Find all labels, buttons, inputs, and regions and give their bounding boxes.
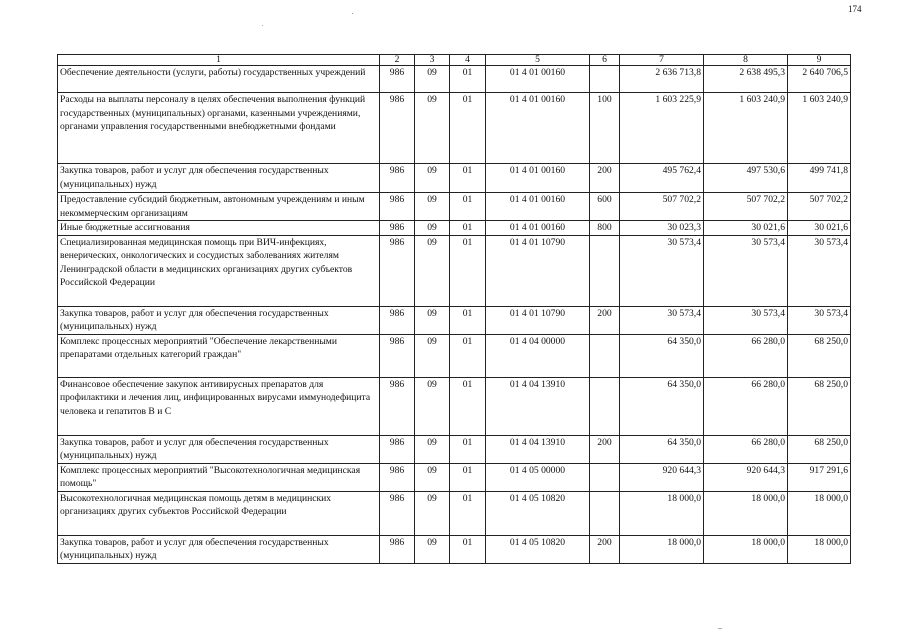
amount-col9: 1 603 240,9: [788, 93, 851, 164]
table-row: [58, 535, 851, 563]
expense-type: 100: [590, 93, 620, 164]
subsection-code: 01: [450, 491, 486, 535]
amount-col7: 920 644,3: [620, 463, 704, 491]
amount-col9: 68 250,0: [788, 435, 851, 463]
subsection-code: 01: [450, 377, 486, 435]
target-article: 01 4 04 13910: [486, 435, 590, 463]
target-article: 01 4 04 00000: [486, 334, 590, 377]
subsection-code: 01: [450, 193, 486, 221]
table-row: [58, 164, 851, 193]
ministry-code: 986: [380, 66, 415, 93]
expense-name: Специализированная медицинская помощь при ВИЧ-инфекциях, венерических, онкологических и сосудистых заболеваниях жителям Ленинградской области в медицинских организациях других субъектов Российской Федерации: [58, 235, 380, 306]
section-code: 09: [415, 334, 450, 377]
subsection-code: 01: [450, 164, 486, 193]
amount-col8: 18 000,0: [704, 535, 788, 563]
section-code: 09: [415, 377, 450, 435]
expense-name: Обеспечение деятельности (услуги, работы) государственных учреждений: [58, 66, 380, 93]
amount-col8: 2 638 495,3: [704, 66, 788, 93]
scan-speck: [718, 628, 722, 629]
amount-col9: 68 250,0: [788, 334, 851, 377]
expense-type: [590, 377, 620, 435]
ministry-code: 986: [380, 377, 415, 435]
amount-col7: 30 023,3: [620, 221, 704, 236]
target-article: 01 4 04 13910: [486, 377, 590, 435]
header-cell: 9: [788, 55, 851, 66]
expense-type: [590, 463, 620, 491]
expense-type: [590, 235, 620, 306]
subsection-code: 01: [450, 66, 486, 93]
expense-type: 200: [590, 535, 620, 563]
header-cell: 7: [620, 55, 704, 66]
expense-name: Закупка товаров, работ и услуг для обеспечения государственных (муниципальных) нужд: [58, 535, 380, 563]
expense-type: [590, 491, 620, 535]
amount-col8: 30 573,4: [704, 235, 788, 306]
ministry-code: 986: [380, 535, 415, 563]
subsection-code: 01: [450, 535, 486, 563]
amount-col8: 30 021,6: [704, 221, 788, 236]
section-code: 09: [415, 306, 450, 334]
expense-name: Финансовое обеспечение закупок антивирусных препаратов для профилактики и лечения лиц, инфицированных вирусами иммунодефицита человека и гепатитов В и С: [58, 377, 380, 435]
expense-type: 600: [590, 193, 620, 221]
amount-col9: 2 640 706,5: [788, 66, 851, 93]
table-row: [58, 221, 851, 236]
table-row: [58, 491, 851, 535]
target-article: 01 4 05 00000: [486, 463, 590, 491]
section-code: 09: [415, 193, 450, 221]
amount-col7: 507 702,2: [620, 193, 704, 221]
target-article: 01 4 01 00160: [486, 93, 590, 164]
expense-type: 200: [590, 435, 620, 463]
amount-col9: 30 573,4: [788, 306, 851, 334]
amount-col9: 507 702,2: [788, 193, 851, 221]
page-number: 174: [848, 4, 862, 14]
header-cell: 1: [58, 55, 380, 66]
ministry-code: 986: [380, 93, 415, 164]
ministry-code: 986: [380, 491, 415, 535]
expense-type: 800: [590, 221, 620, 236]
amount-col9: 917 291,6: [788, 463, 851, 491]
section-code: 09: [415, 221, 450, 236]
table-row: [58, 235, 851, 306]
subsection-code: 01: [450, 306, 486, 334]
amount-col9: 30 573,4: [788, 235, 851, 306]
target-article: 01 4 01 00160: [486, 193, 590, 221]
table-row: [58, 93, 851, 164]
amount-col7: 2 636 713,8: [620, 66, 704, 93]
header-cell: 8: [704, 55, 788, 66]
header-cell: 3: [415, 55, 450, 66]
table-row: [58, 66, 851, 93]
amount-col9: 499 741,8: [788, 164, 851, 193]
amount-col8: 1 603 240,9: [704, 93, 788, 164]
target-article: 01 4 05 10820: [486, 535, 590, 563]
target-article: 01 4 01 00160: [486, 221, 590, 236]
section-code: 09: [415, 463, 450, 491]
header-cell: 2: [380, 55, 415, 66]
target-article: 01 4 05 10820: [486, 491, 590, 535]
table-row: [58, 306, 851, 334]
amount-col9: 68 250,0: [788, 377, 851, 435]
target-article: 01 4 01 10790: [486, 235, 590, 306]
table-header-row: [58, 55, 851, 66]
ministry-code: 986: [380, 334, 415, 377]
expense-type: 200: [590, 164, 620, 193]
amount-col7: 1 603 225,9: [620, 93, 704, 164]
expense-name: Закупка товаров, работ и услуг для обеспечения государственных (муниципальных) нужд: [58, 435, 380, 463]
expense-name: Иные бюджетные ассигнования: [58, 221, 380, 236]
section-code: 09: [415, 93, 450, 164]
subsection-code: 01: [450, 221, 486, 236]
amount-col9: 30 021,6: [788, 221, 851, 236]
amount-col7: 64 350,0: [620, 334, 704, 377]
scan-speck: [262, 25, 263, 26]
ministry-code: 986: [380, 306, 415, 334]
section-code: 09: [415, 435, 450, 463]
amount-col8: 18 000,0: [704, 491, 788, 535]
amount-col7: 18 000,0: [620, 535, 704, 563]
section-code: 09: [415, 66, 450, 93]
expense-name: Закупка товаров, работ и услуг для обеспечения государственных (муниципальных) нужд: [58, 164, 380, 193]
amount-col9: 18 000,0: [788, 491, 851, 535]
section-code: 09: [415, 164, 450, 193]
expense-type: [590, 66, 620, 93]
subsection-code: 01: [450, 435, 486, 463]
amount-col8: 66 280,0: [704, 435, 788, 463]
section-code: 09: [415, 235, 450, 306]
table-row: [58, 334, 851, 377]
amount-col7: 30 573,4: [620, 306, 704, 334]
budget-table: [57, 54, 851, 564]
scan-speck: [352, 13, 353, 14]
amount-col8: 507 702,2: [704, 193, 788, 221]
subsection-code: 01: [450, 235, 486, 306]
section-code: 09: [415, 535, 450, 563]
amount-col7: 64 350,0: [620, 435, 704, 463]
ministry-code: 986: [380, 193, 415, 221]
amount-col8: 66 280,0: [704, 334, 788, 377]
amount-col8: 497 530,6: [704, 164, 788, 193]
amount-col9: 18 000,0: [788, 535, 851, 563]
target-article: 01 4 01 00160: [486, 164, 590, 193]
expense-name: Комплекс процессных мероприятий "Обеспечение лекарственными препаратами отдельных категорий граждан": [58, 334, 380, 377]
target-article: 01 4 01 00160: [486, 66, 590, 93]
amount-col8: 30 573,4: [704, 306, 788, 334]
expense-name: Комплекс процессных мероприятий "Высокотехнологичная медицинская помощь": [58, 463, 380, 491]
header-cell: 5: [486, 55, 590, 66]
expense-type: 200: [590, 306, 620, 334]
table-row: [58, 377, 851, 435]
target-article: 01 4 01 10790: [486, 306, 590, 334]
header-cell: 4: [450, 55, 486, 66]
ministry-code: 986: [380, 235, 415, 306]
amount-col7: 18 000,0: [620, 491, 704, 535]
expense-name: Высокотехнологичная медицинская помощь детям в медицинских организациях других субъектов Российской Федерации: [58, 491, 380, 535]
amount-col8: 920 644,3: [704, 463, 788, 491]
header-cell: 6: [590, 55, 620, 66]
expense-name: Закупка товаров, работ и услуг для обеспечения государственных (муниципальных) нужд: [58, 306, 380, 334]
subsection-code: 01: [450, 93, 486, 164]
ministry-code: 986: [380, 164, 415, 193]
table-row: [58, 435, 851, 463]
amount-col8: 66 280,0: [704, 377, 788, 435]
expense-name: Расходы на выплаты персоналу в целях обеспечения выполнения функций государственных (муниципальных) органами, казенными учреждениями, органами управления государственными внебюджетными фондами: [58, 93, 380, 164]
subsection-code: 01: [450, 463, 486, 491]
section-code: 09: [415, 491, 450, 535]
ministry-code: 986: [380, 463, 415, 491]
amount-col7: 30 573,4: [620, 235, 704, 306]
ministry-code: 986: [380, 221, 415, 236]
amount-col7: 495 762,4: [620, 164, 704, 193]
table-row: [58, 463, 851, 491]
amount-col7: 64 350,0: [620, 377, 704, 435]
ministry-code: 986: [380, 435, 415, 463]
table-row: [58, 193, 851, 221]
subsection-code: 01: [450, 334, 486, 377]
expense-name: Предоставление субсидий бюджетным, автономным учреждениям и иным некоммерческим организациям: [58, 193, 380, 221]
expense-type: [590, 334, 620, 377]
